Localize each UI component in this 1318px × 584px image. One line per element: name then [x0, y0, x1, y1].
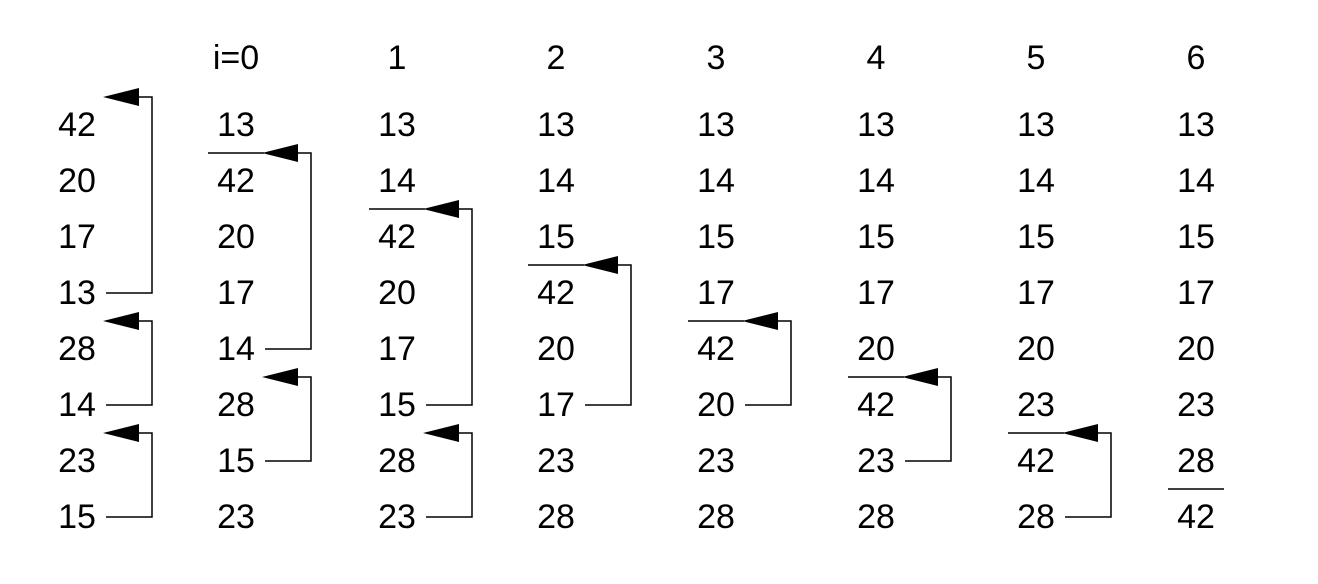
array-value: 20: [857, 330, 895, 368]
array-value: 28: [378, 442, 416, 480]
column-pass-4: [848, 106, 951, 536]
swap-arrowhead: [582, 256, 618, 274]
array-value: 28: [857, 498, 895, 536]
pass-header-label: 4: [866, 39, 886, 77]
column-initial: [58, 88, 152, 536]
swap-arrowhead: [103, 312, 139, 330]
swap-arrowhead: [103, 424, 139, 442]
swap-arrowhead: [742, 312, 778, 330]
array-value: 23: [58, 442, 96, 480]
swap-connector: [265, 377, 311, 461]
swap-connector: [106, 433, 152, 517]
swap-arrowhead: [902, 368, 938, 386]
array-value: 20: [217, 218, 255, 256]
array-value: 14: [1177, 162, 1215, 200]
array-value: 15: [378, 386, 416, 424]
array-value: 28: [1177, 442, 1215, 480]
array-value: 20: [697, 386, 735, 424]
array-value: 20: [1017, 330, 1055, 368]
array-value: 17: [1177, 274, 1215, 312]
array-value: 13: [378, 106, 416, 144]
array-value: 42: [58, 106, 96, 144]
array-value: 15: [217, 442, 255, 480]
swap-arrowhead: [262, 368, 298, 386]
swap-connector: [1065, 433, 1111, 517]
array-value: 17: [1017, 274, 1055, 312]
array-value: 23: [378, 498, 416, 536]
column-pass-5: [1008, 106, 1111, 536]
array-value: 42: [1017, 442, 1055, 480]
swap-connector: [426, 209, 472, 405]
array-value: 13: [537, 106, 575, 144]
sort-columns: [58, 88, 1224, 536]
array-value: 14: [1017, 162, 1055, 200]
array-value: 13: [217, 106, 255, 144]
array-value: 20: [58, 162, 96, 200]
swap-arrowhead: [262, 144, 298, 162]
array-value: 23: [537, 442, 575, 480]
array-value: 28: [58, 330, 96, 368]
array-value: 17: [857, 274, 895, 312]
swap-connector: [265, 153, 311, 349]
array-value: 28: [697, 498, 735, 536]
swap-arrowhead: [103, 88, 139, 106]
column-pass-1: [369, 106, 472, 536]
array-value: 15: [58, 498, 96, 536]
swap-connector: [745, 321, 791, 405]
array-value: 13: [58, 274, 96, 312]
column-pass-6: [1168, 106, 1224, 536]
array-value: 23: [1177, 386, 1215, 424]
swap-arrowhead: [423, 424, 459, 442]
column-pass-0: [208, 106, 311, 536]
swap-connector: [106, 321, 152, 405]
array-value: 17: [378, 330, 416, 368]
array-value: 23: [1017, 386, 1055, 424]
array-value: 13: [1017, 106, 1055, 144]
array-value: 42: [1177, 498, 1215, 536]
array-value: 15: [1017, 218, 1055, 256]
array-value: 17: [537, 386, 575, 424]
array-value: 42: [378, 218, 416, 256]
array-value: 20: [378, 274, 416, 312]
pass-header-label: 1: [387, 39, 407, 77]
array-value: 23: [857, 442, 895, 480]
array-value: 14: [697, 162, 735, 200]
column-pass-2: [528, 106, 631, 536]
pass-header-label: i=0: [212, 39, 260, 77]
array-value: 14: [537, 162, 575, 200]
pass-header-label: 6: [1186, 39, 1206, 77]
array-value: 15: [1177, 218, 1215, 256]
pass-header-label: 3: [706, 39, 726, 77]
swap-connector: [905, 377, 951, 461]
array-value: 17: [217, 274, 255, 312]
array-value: 28: [537, 498, 575, 536]
array-value: 17: [58, 218, 96, 256]
array-value: 13: [697, 106, 735, 144]
array-value: 20: [1177, 330, 1215, 368]
array-value: 20: [537, 330, 575, 368]
pass-headers: [213, 39, 1206, 77]
array-value: 23: [697, 442, 735, 480]
column-pass-3: [688, 106, 791, 536]
swap-arrowhead: [1062, 424, 1098, 442]
array-value: 42: [697, 330, 735, 368]
array-value: 28: [1017, 498, 1055, 536]
array-value: 14: [58, 386, 96, 424]
array-value: 14: [857, 162, 895, 200]
swap-connector: [106, 97, 152, 293]
array-value: 15: [537, 218, 575, 256]
array-value: 13: [857, 106, 895, 144]
array-value: 15: [697, 218, 735, 256]
array-value: 42: [857, 386, 895, 424]
array-value: 28: [217, 386, 255, 424]
array-value: 23: [217, 498, 255, 536]
array-value: 42: [217, 162, 255, 200]
pass-header-label: 2: [546, 39, 566, 77]
swap-arrowhead: [423, 200, 459, 218]
array-value: 13: [1177, 106, 1215, 144]
array-value: 15: [857, 218, 895, 256]
swap-connector: [426, 433, 472, 517]
array-value: 14: [378, 162, 416, 200]
pass-header-label: 5: [1026, 39, 1046, 77]
array-value: 42: [537, 274, 575, 312]
array-value: 17: [697, 274, 735, 312]
array-value: 14: [217, 330, 255, 368]
swap-connector: [585, 265, 631, 405]
